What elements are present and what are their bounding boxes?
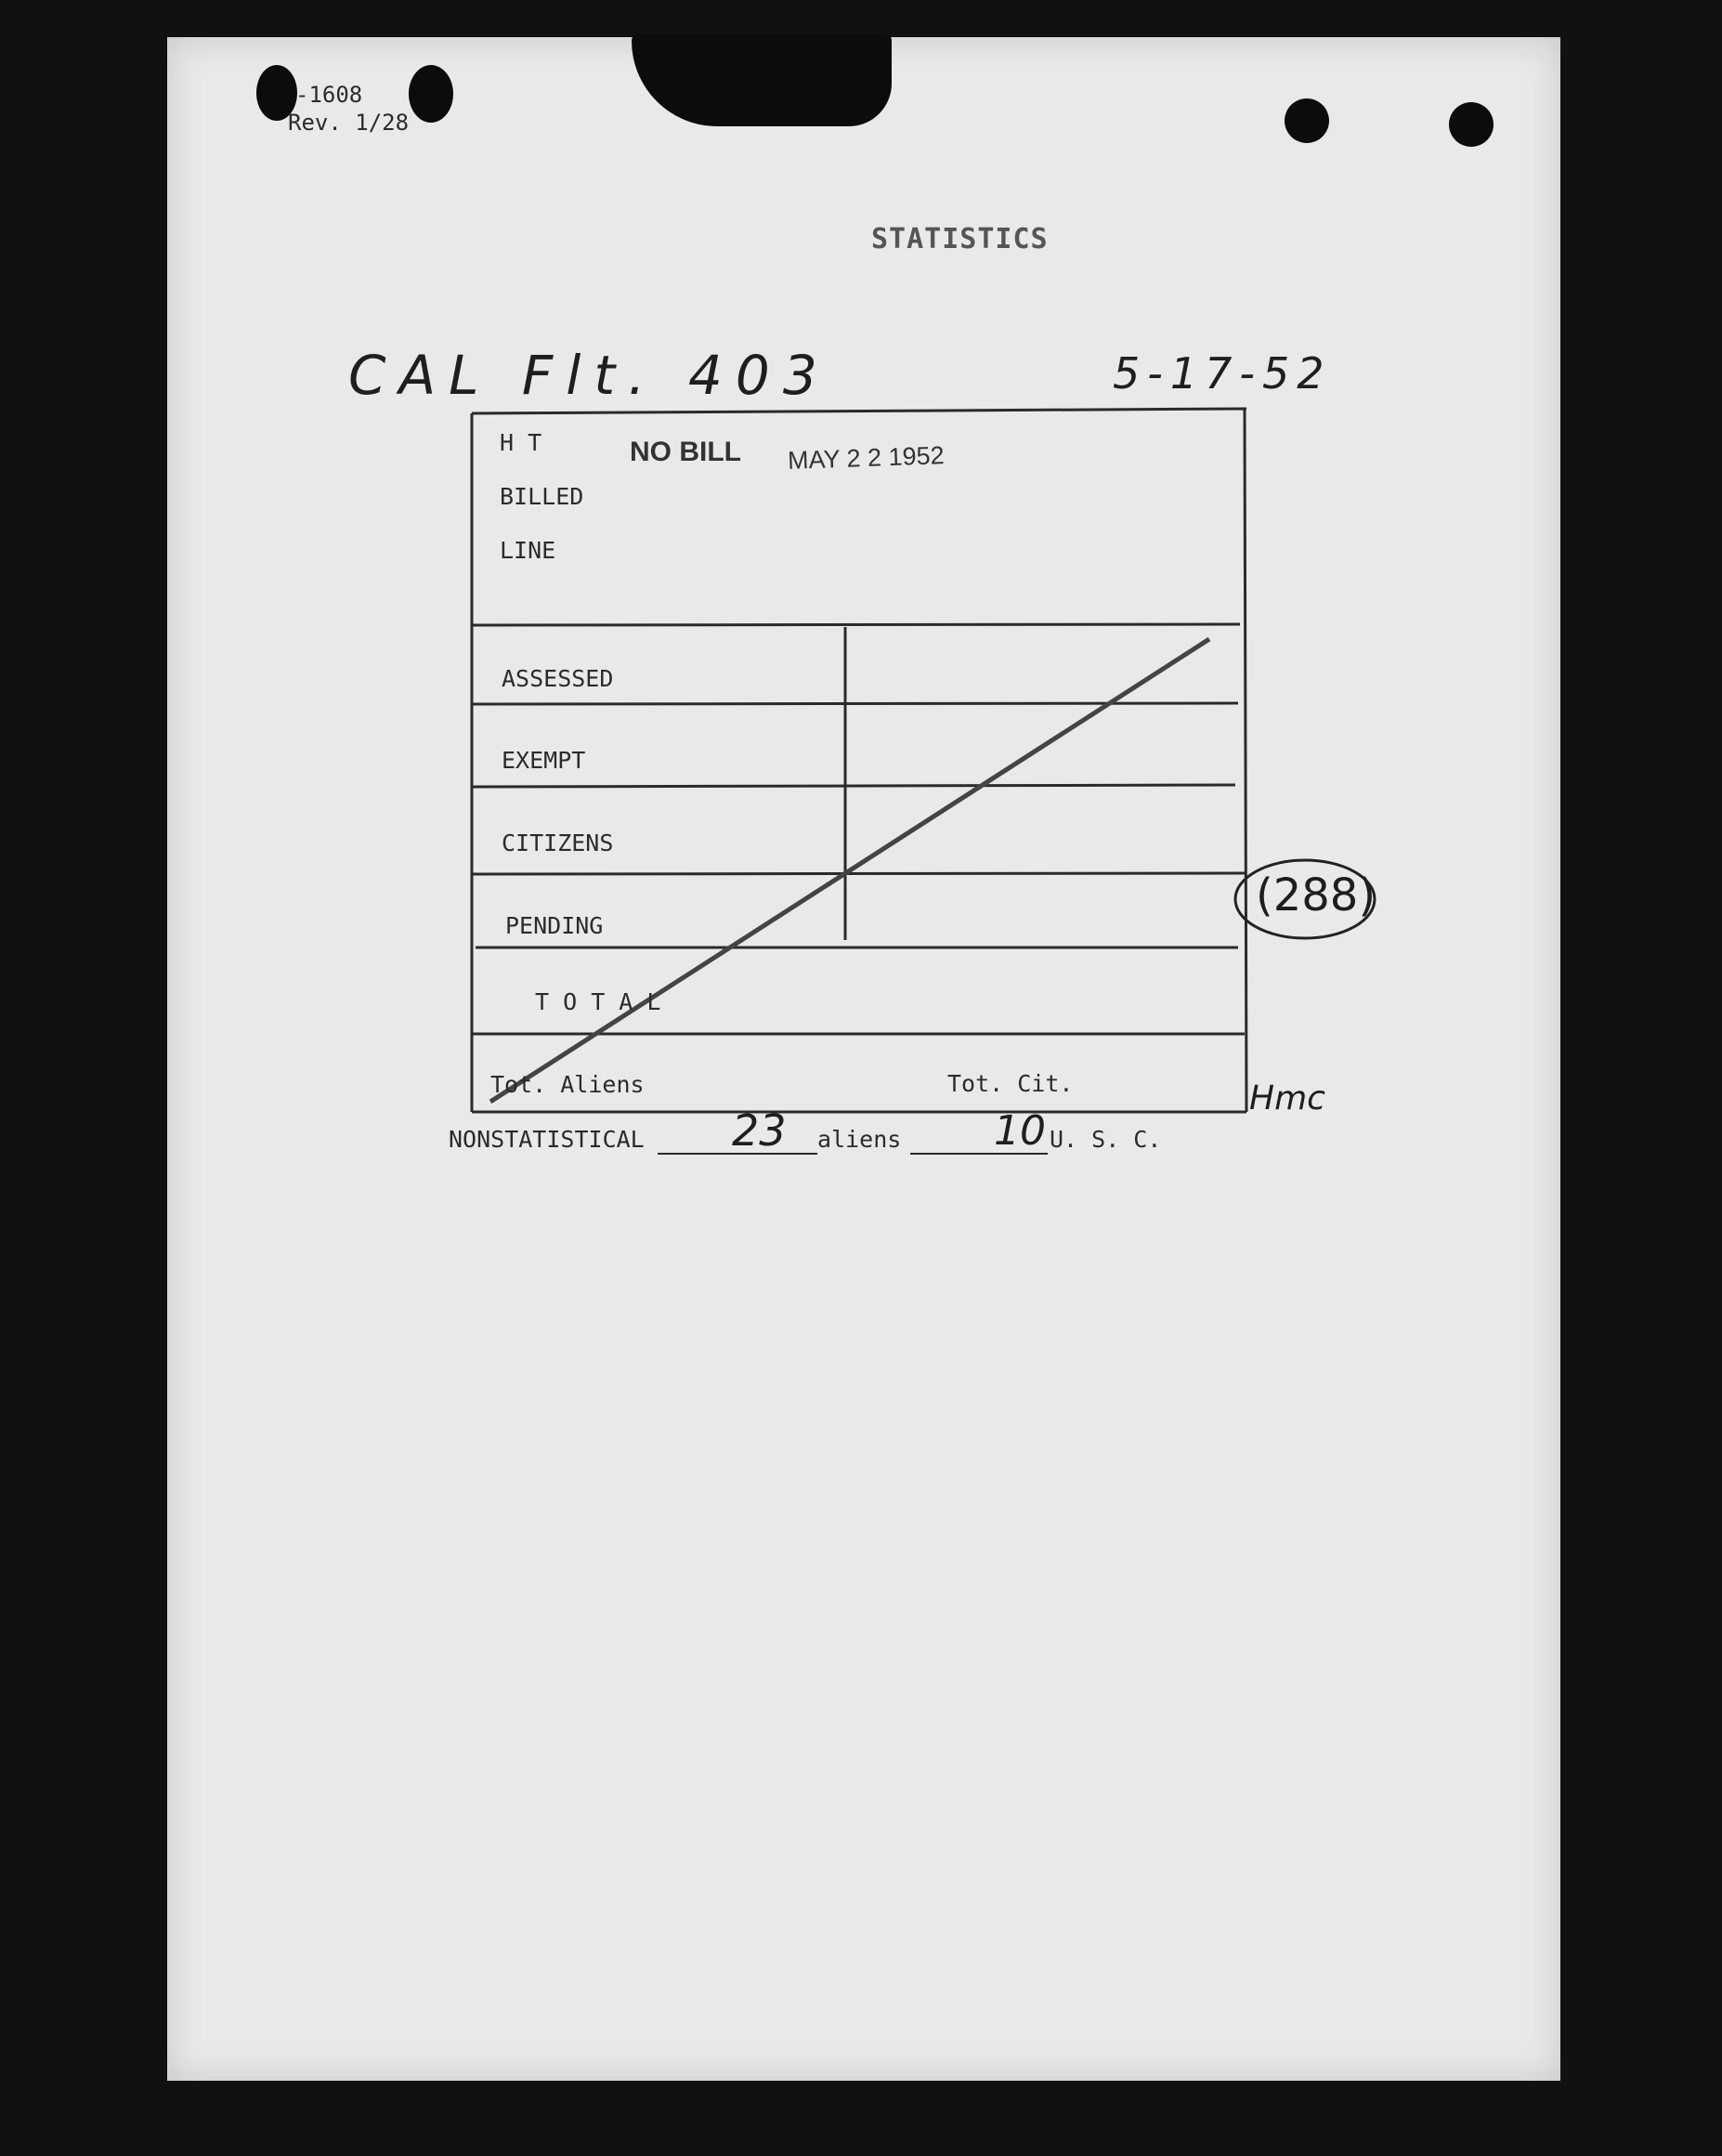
row-assessed: ASSESSED: [502, 665, 614, 692]
row-ht: H T: [500, 429, 542, 456]
aliens-count: 23: [732, 1105, 787, 1156]
statistics-heading: STATISTICS: [871, 223, 1049, 255]
tot-aliens-label: Tot. Aliens: [490, 1071, 645, 1098]
form-number: -1608: [295, 82, 363, 108]
form-revision: Rev. 1/28: [288, 110, 410, 136]
row-pending: PENDING: [505, 912, 604, 939]
row-citizens: CITIZENS: [502, 830, 614, 856]
row-billed: BILLED: [500, 483, 584, 510]
row-exempt: EXEMPT: [502, 747, 586, 774]
date-stamp: MAY 2 2 1952: [787, 441, 946, 475]
row-total: T O T A L: [535, 988, 661, 1015]
usc-count: 10: [994, 1107, 1046, 1155]
initials: Hmc: [1249, 1079, 1325, 1117]
aliens-label: aliens: [817, 1126, 902, 1153]
usc-label: U. S. C.: [1050, 1126, 1162, 1153]
flight-number: CAL Flt. 403: [348, 344, 830, 407]
flight-date: 5-17-52: [1113, 348, 1332, 399]
tot-cit-label: Tot. Cit.: [947, 1070, 1074, 1097]
no-bill-stamp: NO BILL: [630, 437, 741, 467]
count-note: (288): [1256, 869, 1376, 921]
row-line: LINE: [500, 537, 556, 564]
nonstatistical-label: NONSTATISTICAL: [449, 1126, 645, 1153]
